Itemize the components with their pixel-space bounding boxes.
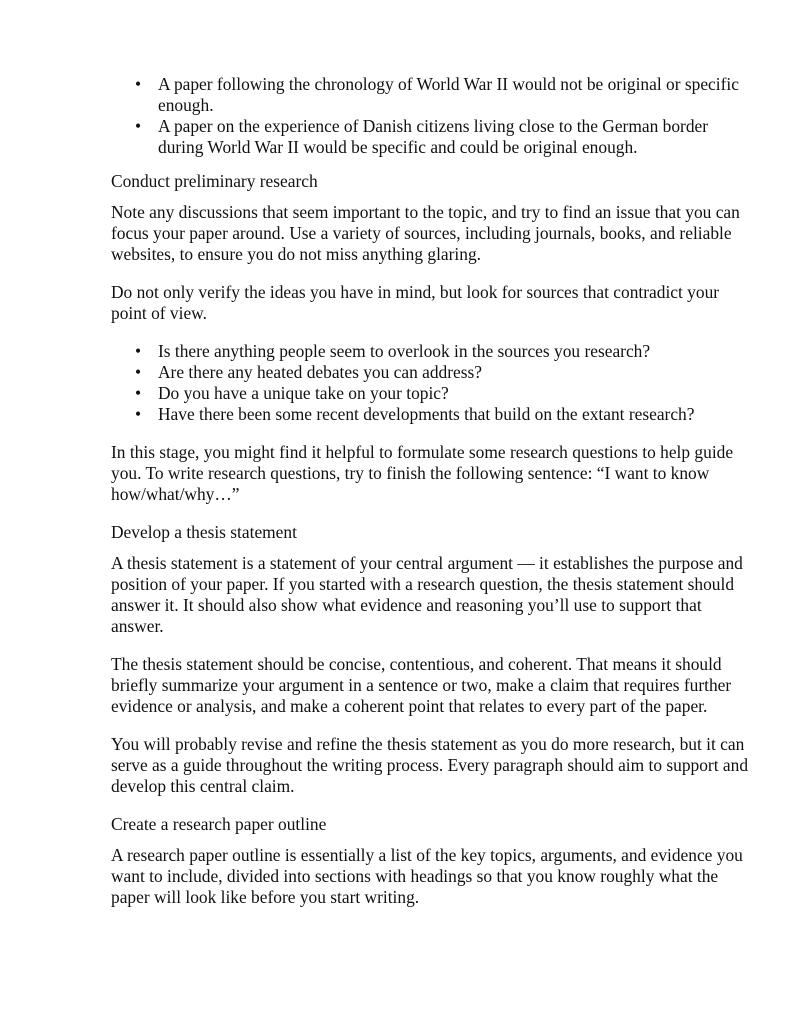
list-item-text: A paper following the chronology of World War II would not be original or specific enough.	[158, 74, 739, 115]
bullet-icon: •	[134, 341, 142, 361]
section-heading-research: Conduct preliminary research	[111, 171, 318, 191]
list-item-text: Do you have a unique take on your topic?	[158, 383, 449, 403]
bullet-icon: •	[134, 362, 142, 382]
list-item-text: Is there anything people seem to overlook in the sources you research?	[158, 341, 651, 361]
section-heading-outline: Create a research paper outline	[111, 814, 327, 834]
bullet-icon: •	[134, 404, 142, 424]
list-item	[111, 116, 751, 158]
bullet-icon: •	[134, 74, 142, 94]
research-questions-list	[111, 341, 751, 425]
document-page	[111, 74, 751, 925]
list-item	[111, 404, 751, 425]
list-item	[111, 362, 751, 383]
list-item	[111, 383, 751, 404]
bullet-icon: •	[134, 116, 142, 136]
list-item	[111, 74, 751, 116]
paragraph: Do not only verify the ideas you have in mind, but look for sources that contradict your point of view.	[111, 282, 720, 323]
paragraph: A thesis statement is a statement of your central argument — it establishes the purpose and position of your paper. If you started with a research question, the thesis statement should answer it. It should also show what evidence and reasoning you’ll use to support that answer.	[111, 553, 743, 636]
bullet-icon: •	[134, 383, 142, 403]
section-heading-thesis: Develop a thesis statement	[111, 522, 297, 542]
top-bullet-list	[111, 74, 751, 158]
list-item-text: A paper on the experience of Danish citizens living close to the German border during World War II would be specific and could be original enough.	[158, 116, 709, 157]
list-item-text: Have there been some recent developments that build on the extant research?	[158, 404, 695, 424]
paragraph: A research paper outline is essentially a list of the key topics, arguments, and evidence you want to include, divided into sections with headings so that you know roughly what the paper will look like before you start writing.	[111, 845, 743, 907]
paragraph: The thesis statement should be concise, contentious, and coherent. That means it should briefly summarize your argument in a sentence or two, make a claim that requires further evidence or analysis, and make a coherent point that relates to every part of the paper.	[111, 654, 732, 716]
list-item-text: Are there any heated debates you can address?	[158, 362, 482, 382]
list-item	[111, 341, 751, 362]
paragraph: Note any discussions that seem important to the topic, and try to find an issue that you can focus your paper around. Use a variety of sources, including journals, books, and reliable websites, to ensure you do not miss anything glaring.	[111, 202, 740, 264]
paragraph: You will probably revise and refine the thesis statement as you do more research, but it can serve as a guide throughout the writing process. Every paragraph should aim to support and develop this central claim.	[111, 734, 749, 796]
paragraph: In this stage, you might find it helpful to formulate some research questions to help guide you. To write research questions, try to finish the following sentence: “I want to know how/what/why…”	[111, 442, 734, 504]
